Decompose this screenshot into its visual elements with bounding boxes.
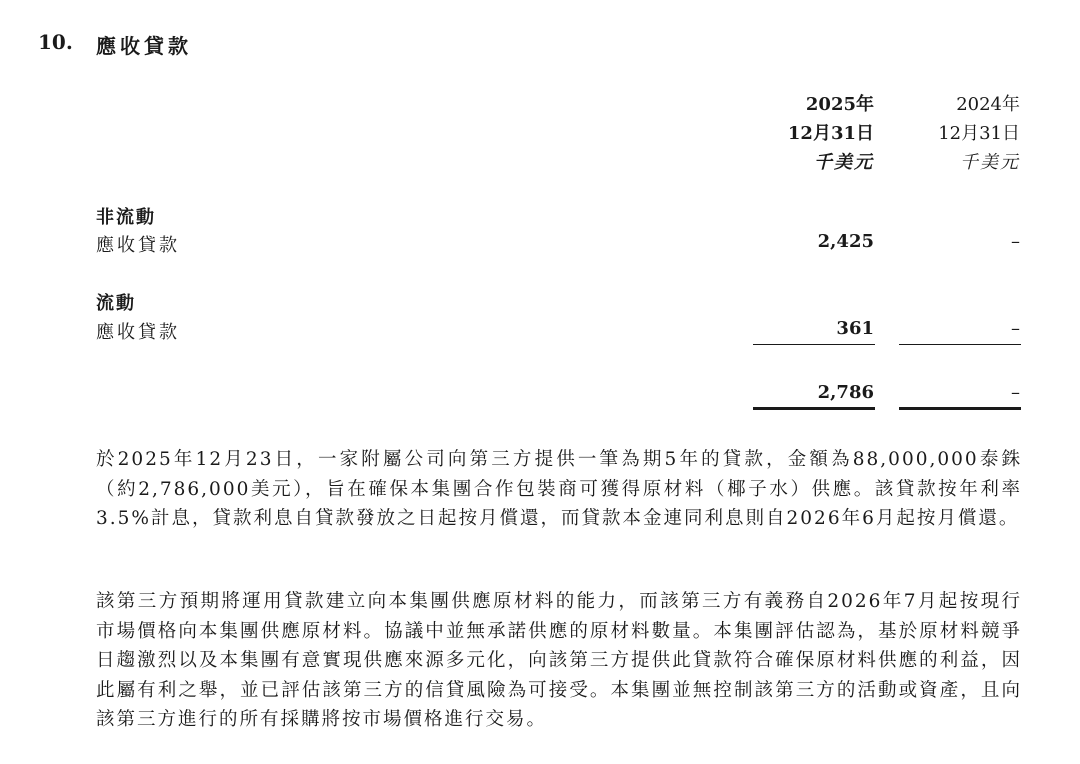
- column-date: 12月31日: [938, 123, 1020, 144]
- non-current-label: 非流動: [96, 207, 156, 228]
- non-current-value-2024: –: [1011, 231, 1020, 252]
- subtotal-rule-2025: [753, 344, 875, 345]
- section-heading: [38, 30, 192, 59]
- current-label: 流動: [96, 293, 136, 314]
- paragraph-loan-terms: 於2025年12月23日，一家附屬公司向第三方提供一筆為期5年的貸款，金額為88,000,000泰銖（約2,786,000美元），旨在確保本集團合作包裝商可獲得原材料（椰子水）供應。該貸款按年利率3.5%計息，貸款利息自貸款發放之日起按月償還，而貸款本金連同利息則自2026年6月起按月償還。: [96, 449, 1022, 529]
- paragraph-third-party-assessment: 該第三方預期將運用貸款建立向本集團供應原材料的能力，而該第三方有義務自2026年7月起按現行市場價格向本集團供應原材料。協議中並無承諾供應的原材料數量。本集團評估認為，基於原材料競爭日趨激烈以及本集團有意實現供應來源多元化，向該第三方提供此貸款符合確保原材料供應的利益，因此屬有利之舉，並已評估該第三方的信貸風險為可接受。本集團並無控制該第三方的活動或資產，且向該第三方進行的所有採購將按市場價格進行交易。: [96, 591, 1022, 730]
- column-date: 12月31日: [787, 123, 874, 144]
- non-current-item-label: 應收貸款: [96, 235, 180, 256]
- non-current-value-2025: 2,425: [817, 231, 874, 252]
- total-rule-2024: [899, 407, 1021, 410]
- column-header-2025: [734, 90, 874, 177]
- section-title: 應收貸款: [96, 34, 192, 58]
- total-value-2024: –: [1011, 382, 1020, 403]
- current-value-2024: –: [1011, 318, 1020, 339]
- section-number: 10.: [38, 30, 73, 54]
- current-item-label: 應收貸款: [96, 322, 180, 343]
- column-unit: 千美元: [814, 152, 874, 173]
- column-year: 2024年: [956, 94, 1020, 115]
- subtotal-rule-2024: [899, 344, 1021, 345]
- column-year: 2025年: [805, 94, 874, 115]
- column-header-2024: [880, 90, 1020, 177]
- total-value-2025: 2,786: [817, 382, 874, 403]
- column-unit: 千美元: [960, 152, 1020, 173]
- current-value-2025: 361: [836, 318, 874, 339]
- total-rule-2025: [753, 407, 875, 410]
